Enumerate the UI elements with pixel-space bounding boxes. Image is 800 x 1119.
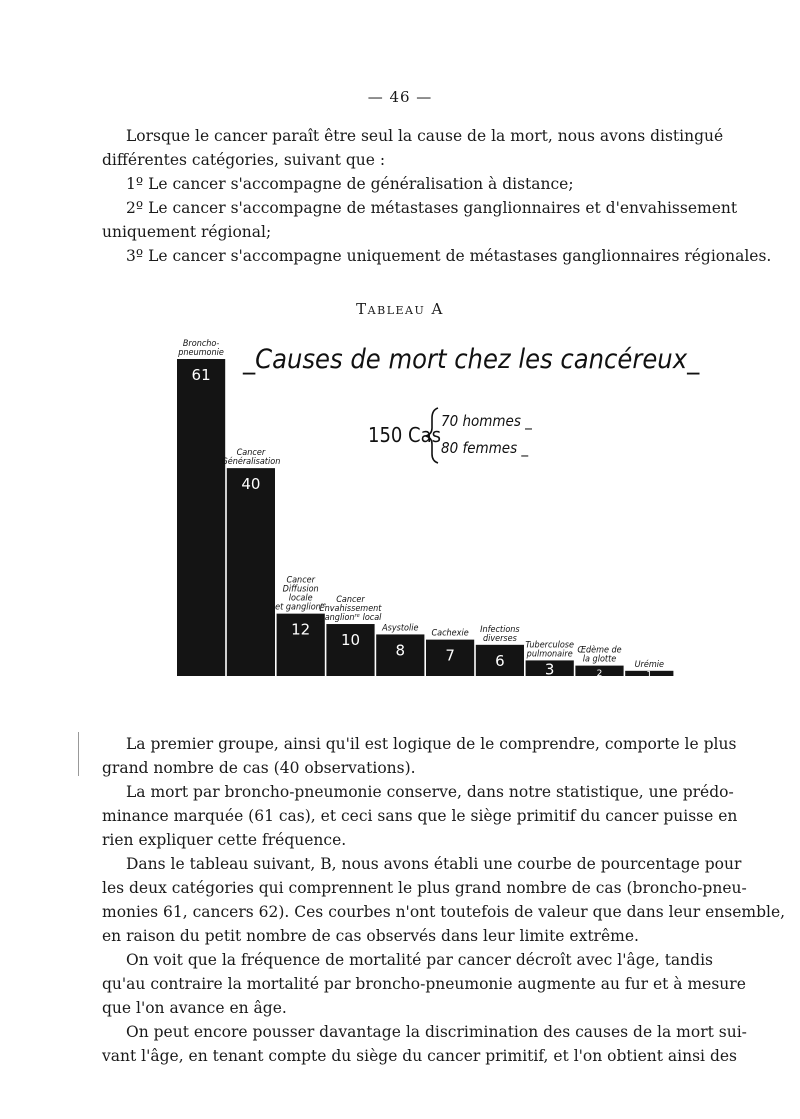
text-line: différentes catégories, suivant que : xyxy=(102,151,386,169)
bar-value-label: 61 xyxy=(191,366,211,384)
category-label: Asystolie xyxy=(382,623,419,634)
text-line: La premier groupe, ainsi qu'il est logique de le comprendre, comporte le plus xyxy=(126,735,737,753)
category-label: diverses xyxy=(482,633,517,644)
bar xyxy=(227,468,275,676)
text-line: rien expliquer cette fréquence. xyxy=(102,831,347,849)
text-line: La mort par broncho-pneumonie conserve, dans notre statistique, une prédo- xyxy=(126,783,734,801)
category-label: Cancer xyxy=(236,448,266,459)
text-line: en raison du petit nombre de cas observés dans leur limite extrême. xyxy=(102,927,639,945)
text-line: On peut encore pousser davantage la discrimination des causes de la mort sui- xyxy=(126,1023,747,1041)
category-label: Diffusion xyxy=(282,584,319,595)
category-label: Infections xyxy=(480,624,520,635)
annotation-women: 80 femmes _ xyxy=(441,439,529,457)
category-label: pneumonie xyxy=(178,348,224,358)
annotation-total: 150 Cas xyxy=(368,423,442,447)
text-line: qu'au contraire la mortalité par broncho-pneumonie augmente au fur et à mesure xyxy=(102,975,746,993)
page-number: — 46 — xyxy=(367,88,433,106)
annotation-men: 70 hommes _ xyxy=(441,412,532,430)
bar-value-label: 7 xyxy=(445,646,455,665)
category-label: Tuberculose xyxy=(525,640,575,651)
table-title: Tableau A xyxy=(356,300,444,318)
text-line: monies 61, cancers 62). Ces courbes n'ont toutefois de valeur que dans leur ensemble, xyxy=(102,903,786,921)
category-label: ganglionʳᵉ local xyxy=(319,613,382,624)
bar xyxy=(177,359,225,676)
text-line: On voit que la fréquence de mortalité par cancer décroît avec l'âge, tandis xyxy=(126,951,713,969)
category-label: Œdème de xyxy=(577,645,622,656)
bar-value-label: 1 xyxy=(646,670,653,681)
margin-mark xyxy=(78,732,81,776)
text-line: 3º Le cancer s'accompagne uniquement de métastases ganglionnaires régionales. xyxy=(126,247,772,265)
text-line: vant l'âge, en tenant compte du siège du cancer primitif, et l'on obtient ainsi des xyxy=(102,1047,737,1065)
category-label: et ganglionʳᵉ xyxy=(275,602,327,613)
category-label: Généralisation xyxy=(221,457,281,468)
category-label: Cachexie xyxy=(431,628,469,639)
category-label: Broncho- xyxy=(182,339,220,349)
text-line: 2º Le cancer s'accompagne de métastases ganglionnaires et d'envahissement xyxy=(126,199,738,217)
text-line: uniquement régional; xyxy=(102,223,272,241)
bar-value-label: 3 xyxy=(544,660,555,679)
bar-value-label: 40 xyxy=(241,475,261,494)
text-line: minance marquée (61 cas), et ceci sans que le siège primitif du cancer puisse en xyxy=(102,807,738,825)
category-label: locale xyxy=(288,593,313,604)
bar-value-label: 10 xyxy=(340,631,361,650)
category-label: Urémie xyxy=(634,659,664,670)
text-line: que l'on avance en âge. xyxy=(102,999,287,1017)
text-line: Lorsque le cancer paraît être seul la cause de la mort, nous avons distingué xyxy=(126,127,724,145)
bar-value-label: 2 xyxy=(596,669,603,680)
text-line: grand nombre de cas (40 observations). xyxy=(102,759,416,777)
chart-title: _Causes de mort chez les cancéreux_ xyxy=(243,344,700,375)
body-paragraphs xyxy=(102,732,786,1068)
bars-group xyxy=(177,359,673,676)
category-label: la glotte xyxy=(582,654,617,665)
category-label: pulmonaire xyxy=(526,649,573,660)
bar-value-label: 8 xyxy=(395,641,406,660)
text-line: 1º Le cancer s'accompagne de généralisation à distance; xyxy=(126,175,574,193)
category-label: Envahissement xyxy=(319,604,382,615)
category-label: Cancer xyxy=(336,595,365,606)
text-line: Dans le tableau suivant, B, nous avons établi une courbe de pourcentage pour xyxy=(126,855,742,873)
text-line: les deux catégories qui comprennent le plus grand nombre de cas (broncho-pneu- xyxy=(102,879,747,897)
bar-value-label: 12 xyxy=(291,620,311,639)
category-label: Cancer xyxy=(286,575,315,586)
bar-value-label: 6 xyxy=(495,651,505,670)
